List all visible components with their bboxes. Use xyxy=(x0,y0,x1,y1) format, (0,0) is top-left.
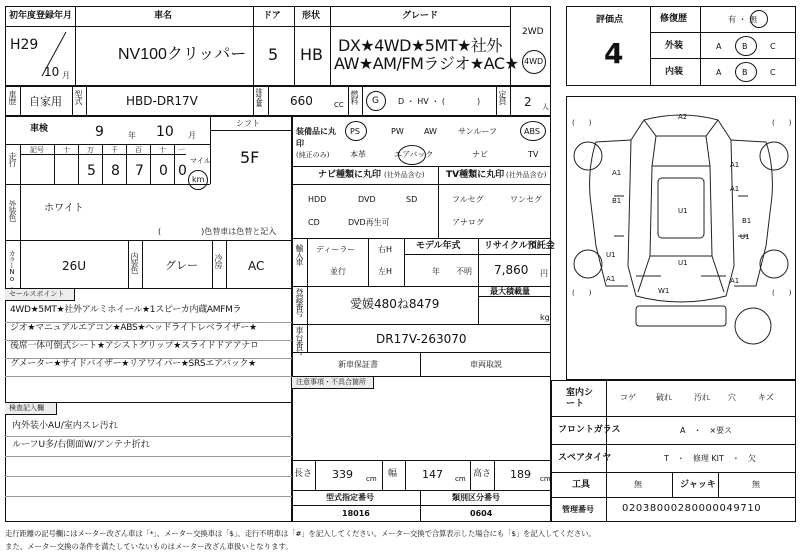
bracket-bottom-left: ( ) xyxy=(572,289,592,297)
seat-hole: 穴 xyxy=(728,393,736,402)
tv-fullseg: フルセグ xyxy=(452,195,484,204)
equip-navi: ナビ xyxy=(472,150,488,159)
color-label: 外装色 xyxy=(8,200,17,221)
glass-label: フロントガラス xyxy=(558,425,621,435)
equip-airbag: エアバック xyxy=(394,150,434,159)
length-value: 339 xyxy=(332,468,353,481)
capacity-label: 定員 xyxy=(498,90,507,104)
int-label: 内装 xyxy=(665,67,684,77)
height-value: 189 xyxy=(510,468,531,481)
type-designation-label: 型式指定番号 xyxy=(326,493,374,502)
sales-line: ジオ★マニュアルエアコン★ABS★ヘッドライトレベライザー★ xyxy=(10,323,257,333)
sales-line: 後席一体可倒式シート★アシストグリップ★スライドドアアナロ xyxy=(10,341,259,351)
inspection-label: 車検 xyxy=(30,124,49,134)
load-label: 最大積載量 xyxy=(490,287,530,296)
navi-sd: SD xyxy=(406,195,418,204)
unit-sen: 千 xyxy=(111,146,118,154)
sales-label: セールスポイント xyxy=(9,290,65,298)
drive-2wd: 2WD xyxy=(522,27,544,37)
inspection-year: 9 xyxy=(95,124,104,140)
damage-u1-left: U1 xyxy=(606,251,616,259)
damage-a1-left: A1 xyxy=(612,169,622,177)
shift-label: シフト xyxy=(236,119,260,128)
model-year-unknown: 不明 xyxy=(456,267,472,276)
plate-value: 愛媛480ね8479 xyxy=(350,297,440,311)
color-no-label: カラーNo. xyxy=(8,250,16,289)
inspection-month-unit: 月 xyxy=(188,131,196,140)
mgmt-label: 管理番号 xyxy=(562,505,594,514)
sign-label: 記号 xyxy=(30,146,44,154)
damage-u1-mid: U1 xyxy=(678,259,688,267)
warranty-label: 新車保証書 xyxy=(338,360,378,369)
damage-a1-right2: A1 xyxy=(730,185,740,193)
inspector-line: ルーフU多/右側面W/アンテナ折れ xyxy=(12,440,150,450)
name-label: 車名 xyxy=(154,11,173,21)
tv-oneseg: ワンセグ xyxy=(510,195,542,204)
color-no-value: 26U xyxy=(62,259,87,273)
interior-color-value: グレー xyxy=(165,259,198,272)
recycle-unit: 円 xyxy=(540,269,548,278)
equip-pw: PW xyxy=(391,127,404,136)
ac-label: 冷房 xyxy=(214,254,223,268)
equip-tv: TV xyxy=(528,150,539,159)
color-note: ( )色替車は色替と記入 xyxy=(158,227,277,236)
mileage-digit: 0 xyxy=(178,163,187,179)
footer-note-1: 走行距離の記号欄にはメーター改ざん車は「*」、メーター交換車は「$」、走行不明車は「#」を記入してください。メーター交換で合算表示した場合にも「$」を記入してください。 xyxy=(5,529,596,538)
int-c: C xyxy=(770,68,776,77)
kind-value: 自家用 xyxy=(29,95,62,108)
navi-cd: CD xyxy=(308,218,320,227)
int-a: A xyxy=(716,68,722,77)
length-label: 長さ xyxy=(294,469,313,479)
era-value: H29 xyxy=(10,37,39,53)
seat-tear: 破れ xyxy=(656,393,672,402)
cc-unit: CC xyxy=(334,101,344,109)
recycle-label: リサイクル預託金 xyxy=(484,241,555,251)
import-label: 輸入車 xyxy=(295,244,304,265)
mile-label: マイル xyxy=(190,157,211,165)
mileage-digit: 5 xyxy=(87,163,96,179)
shape-label: 形状 xyxy=(302,11,321,21)
km-label: km xyxy=(192,175,205,184)
damage-b1-right: B1 xyxy=(742,217,752,225)
damage-u1-right: U1 xyxy=(740,233,750,241)
interior-color-label: 内装色 xyxy=(130,252,139,273)
ext-b: B xyxy=(742,42,748,51)
model-year-label: モデル年式 xyxy=(416,241,461,251)
mileage-digit: 7 xyxy=(135,163,144,179)
fuel-g: G xyxy=(372,96,379,106)
damage-b1-left: B1 xyxy=(612,197,622,205)
recycle-value: 7,860 xyxy=(494,263,529,277)
score-value: 4 xyxy=(604,37,624,70)
damage-a1-bottom: A1 xyxy=(606,275,616,283)
equip-aw: AW xyxy=(424,127,437,136)
equip-ps: PS xyxy=(350,127,360,136)
navi-dvd: DVD xyxy=(358,195,376,204)
ext-a: A xyxy=(716,42,722,51)
model-year-unit: 年 xyxy=(432,267,440,276)
capacity-value: 2 xyxy=(524,95,532,109)
height-unit: cm xyxy=(540,475,551,483)
bracket-bottom-right: ( ) xyxy=(772,289,792,297)
inspector-line: 内外装小AU/室内スレ汚れ xyxy=(12,421,118,431)
bracket-top-left: ( ) xyxy=(572,119,592,127)
width-unit: cm xyxy=(455,475,466,483)
unit-hyaku: 百 xyxy=(135,146,142,154)
unit-ten-man: 十 xyxy=(63,146,70,154)
capacity-unit: 人 xyxy=(542,103,549,111)
height-label: 高さ xyxy=(473,469,492,479)
tv-label: TV種類に丸印 xyxy=(446,170,505,180)
fuel-other: D ・ HV ・ ( ) xyxy=(398,97,481,106)
drive-4wd: 4WD xyxy=(524,57,544,66)
model-value: HBD-DR17V xyxy=(126,94,198,108)
disp-label: 排気量 xyxy=(255,88,263,106)
unit-man: 万 xyxy=(87,146,94,154)
class-no-value: 0604 xyxy=(470,509,493,518)
damage-u1-top: U1 xyxy=(678,207,688,215)
equip-leather: 本革 xyxy=(350,150,366,159)
inspection-year-unit: 年 xyxy=(128,131,136,140)
disp-value: 660 xyxy=(290,94,313,108)
grade-line1: DX★4WD★5MT★社外 xyxy=(338,36,502,55)
tools-value: 無 xyxy=(634,480,642,489)
jack-value: 無 xyxy=(752,480,760,489)
import-right: 右H xyxy=(378,245,393,254)
door-label: ドア xyxy=(263,11,281,21)
grade-label: グレード xyxy=(402,11,439,21)
navi-label: ナビ種類に丸印 xyxy=(318,170,382,180)
import-dealer: ディーラー xyxy=(316,245,356,254)
bracket-top-right: ( ) xyxy=(772,119,792,127)
equip-label: 装備品に丸印 xyxy=(296,127,336,148)
shape-value: HB xyxy=(300,45,324,64)
inspection-month: 10 xyxy=(156,124,174,140)
chassis-label: 車台番号 xyxy=(295,326,304,354)
navi-dvd-play: DVD再生可 xyxy=(348,218,390,227)
repair-label: 修復歴 xyxy=(660,14,688,24)
length-unit: cm xyxy=(366,475,377,483)
damage-w1: W1 xyxy=(658,287,670,295)
equip-sub: (純正のみ) xyxy=(296,151,330,159)
repair-value: 有 ・ 無 xyxy=(728,15,758,24)
unit-ichi: 一 xyxy=(178,146,185,154)
score-label: 評価点 xyxy=(596,15,624,25)
shift-value: 5F xyxy=(240,148,260,167)
import-parallel: 並行 xyxy=(330,267,346,276)
car-name: NV100クリッパー xyxy=(118,46,247,63)
grade-line2: AW★AM/FMラジオ★AC★ xyxy=(334,54,519,73)
sales-line: グメーター★サイドバイザー★リアワイパー★SRSエアバック★ xyxy=(10,359,256,369)
car-outline-icon xyxy=(566,96,796,380)
seat-dirt: 汚れ xyxy=(694,393,710,402)
glass-value: A ・ ×要ス xyxy=(680,426,733,435)
left-block xyxy=(5,116,292,522)
equip-sunroof: サンルーフ xyxy=(458,127,497,136)
int-b: B xyxy=(742,68,748,77)
color-value: ホワイト xyxy=(44,203,84,214)
month-value: 10 xyxy=(44,65,60,79)
seat-burn: コゲ xyxy=(620,393,636,402)
damage-a1-bottom2: A1 xyxy=(730,277,740,285)
kind-label: 車歴 xyxy=(8,90,17,104)
navi-hdd: HDD xyxy=(308,195,327,204)
fuel-label: 燃料 xyxy=(350,90,359,104)
import-left: 左H xyxy=(378,267,393,276)
damage-a2: A2 xyxy=(678,113,688,121)
class-no-label: 類別区分番号 xyxy=(452,493,500,502)
spare-value: T ・ 修理 KIT ・ 欠 xyxy=(664,454,756,463)
year-label: 初年度登録年月 xyxy=(9,11,73,21)
sales-line: 4WD★5MT★社外アルミホイール★1スピーカ内蔵AMFMラ xyxy=(10,305,242,315)
ext-label: 外装 xyxy=(665,41,684,51)
type-label: 型式 xyxy=(74,90,83,104)
navi-sub: (社外品含む) xyxy=(384,171,425,179)
door-value: 5 xyxy=(268,45,279,64)
width-label: 幅 xyxy=(388,469,398,479)
load-unit: kg xyxy=(540,313,550,322)
seat-scratch: キズ xyxy=(758,393,774,402)
equip-abs: ABS xyxy=(524,127,540,136)
jack-label: ジャッキ xyxy=(680,480,716,490)
spare-label: スペアタイヤ xyxy=(558,453,612,463)
notes-label: 注意事項・不具合箇所 xyxy=(296,378,366,386)
month-unit: 月 xyxy=(62,71,70,80)
width-value: 147 xyxy=(422,468,443,481)
mileage-label: 走行 xyxy=(8,152,17,166)
inspector-label: 検査記入欄 xyxy=(9,404,44,412)
chassis-value: DR17V-263070 xyxy=(376,332,467,346)
footer-note-2: また、メーター交換の条件を満たしていないものはメーター改ざん車扱いとなります。 xyxy=(5,542,293,551)
seat-label: 室内シート xyxy=(566,388,594,409)
mileage-digit: 0 xyxy=(159,163,168,179)
tv-sub: (社外品含む) xyxy=(506,171,547,179)
damage-a1-right: A1 xyxy=(730,161,740,169)
ext-c: C xyxy=(770,42,776,51)
mileage-digit: 8 xyxy=(111,163,120,179)
ac-value: AC xyxy=(248,259,265,273)
manual-label: 車両取説 xyxy=(470,360,502,369)
unit-ju: 十 xyxy=(159,146,166,154)
plate-label: 登録番号 xyxy=(295,288,304,316)
mgmt-value: 02038000280000049710 xyxy=(622,503,762,514)
type-designation-value: 18016 xyxy=(342,509,370,518)
tools-label: 工具 xyxy=(572,480,591,490)
tv-analog: アナログ xyxy=(452,218,484,227)
